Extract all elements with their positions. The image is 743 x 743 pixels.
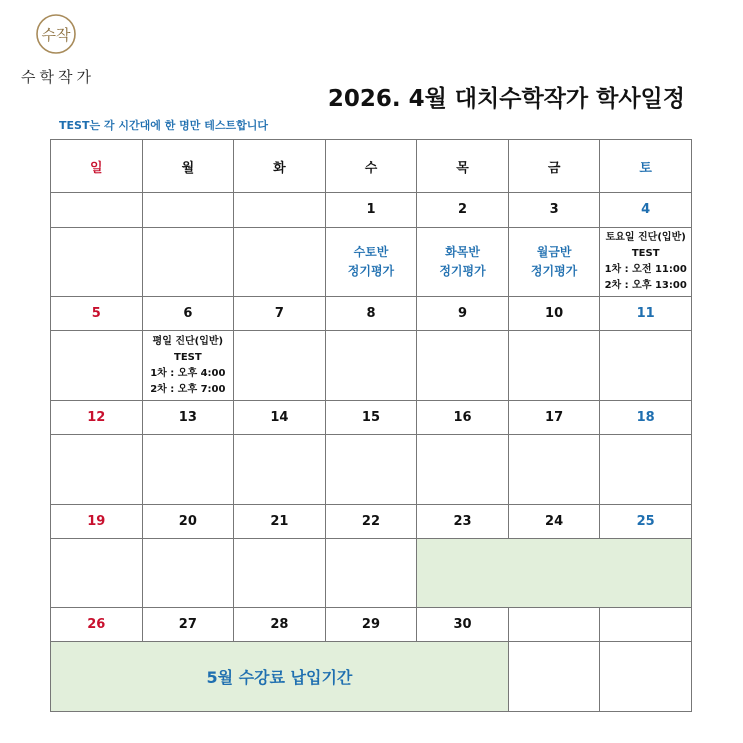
event-cell [508,435,600,504]
payment-period-label: 5월 수강료 납입기간 [206,668,353,688]
date-cell: 8 [325,297,417,331]
date-cell: 21 [234,504,326,538]
event-cell [234,227,326,296]
weekday-mon: 월 [142,140,234,193]
date-cell: 6 [142,297,234,331]
event-cell [508,331,600,400]
event-cell [51,227,143,296]
date-cell: 28 [234,608,326,642]
event-cell [142,435,234,504]
weekday-sat: 토 [600,140,692,193]
calendar-table [50,139,692,712]
weekday-tue: 화 [234,140,326,193]
event-fri-class: 월금반 [536,244,572,259]
date-cell: 9 [417,297,509,331]
event-row [51,331,692,400]
date-cell: 27 [142,608,234,642]
date-row [51,193,692,227]
date-cell: 12 [51,400,143,434]
event-sat-time2: 2차 : 오후 13:00 [604,279,687,291]
date-cell: 2 [417,193,509,227]
logo [10,12,100,86]
date-cell: 22 [325,504,417,538]
logo-mark-text: 수작 [41,26,71,44]
date-cell: 4 [600,193,692,227]
date-cell: 30 [417,608,509,642]
date-cell: 17 [508,400,600,434]
date-cell: 26 [51,608,143,642]
date-cell: 13 [142,400,234,434]
date-cell: 25 [600,504,692,538]
date-cell: 24 [508,504,600,538]
event-cell [600,331,692,400]
event-sat-test: TEST [631,247,660,259]
event-mon-test: TEST [174,351,202,363]
event-cell [417,227,509,296]
event-row [51,227,692,296]
event-cell [142,331,234,400]
event-cell [234,331,326,400]
date-cell: 3 [508,193,600,227]
date-row [51,297,692,331]
date-cell [508,608,600,642]
event-thu-type: 정기평가 [439,263,486,278]
page-title: 2026. 4월 대치수학작가 학사일정 [327,86,685,112]
event-row [51,538,692,607]
date-cell: 5 [51,297,143,331]
payment-period-highlight [417,538,692,607]
date-cell: 15 [325,400,417,434]
event-mon-time1: 1차 : 오후 4:00 [150,367,226,379]
date-row [51,504,692,538]
event-cell [600,227,692,296]
event-mon-title: 평일 진단(입반) [152,335,224,347]
weekday-wed: 수 [325,140,417,193]
event-cell [508,642,600,712]
event-row [51,435,692,504]
weekday-sun: 일 [51,140,143,193]
date-row [51,608,692,642]
date-cell: 14 [234,400,326,434]
payment-period-cell [51,642,509,712]
event-fri-type: 정기평가 [530,263,578,278]
event-cell [417,331,509,400]
event-sat-time1: 1차 : 오전 11:00 [604,263,687,275]
event-cell [325,538,417,607]
event-cell [234,435,326,504]
event-thu-class: 화목반 [445,244,480,259]
weekday-thu: 목 [417,140,509,193]
date-cell [51,193,143,227]
event-cell [508,227,600,296]
date-cell: 11 [600,297,692,331]
event-cell [600,642,692,712]
date-cell [234,193,326,227]
event-cell [325,227,417,296]
date-cell: 7 [234,297,326,331]
date-cell: 29 [325,608,417,642]
date-cell: 18 [600,400,692,434]
event-cell [51,435,143,504]
event-wed-class: 수토반 [353,244,389,259]
date-cell [142,193,234,227]
event-cell [417,435,509,504]
event-cell [600,435,692,504]
event-cell [51,331,143,400]
logo-mark-icon [34,12,78,56]
date-cell: 10 [508,297,600,331]
weekday-header-row [51,140,692,193]
test-note: TEST는 각 시간대에 한 명만 테스트합니다 [59,119,268,132]
date-cell [600,608,692,642]
event-cell [234,538,326,607]
date-cell: 23 [417,504,509,538]
event-cell [325,435,417,504]
date-row [51,400,692,434]
date-cell: 16 [417,400,509,434]
event-wed-type: 정기평가 [347,263,395,278]
date-cell: 1 [325,193,417,227]
logo-text: 수학작가 [21,68,95,86]
event-cell [51,538,143,607]
event-sat-title: 토요일 진단(입반) [605,231,686,243]
event-cell [325,331,417,400]
event-row [51,642,692,712]
event-cell [142,227,234,296]
weekday-fri: 금 [508,140,600,193]
date-cell: 19 [51,504,143,538]
date-cell: 20 [142,504,234,538]
event-cell [142,538,234,607]
event-mon-time2: 2차 : 오후 7:00 [150,383,226,395]
